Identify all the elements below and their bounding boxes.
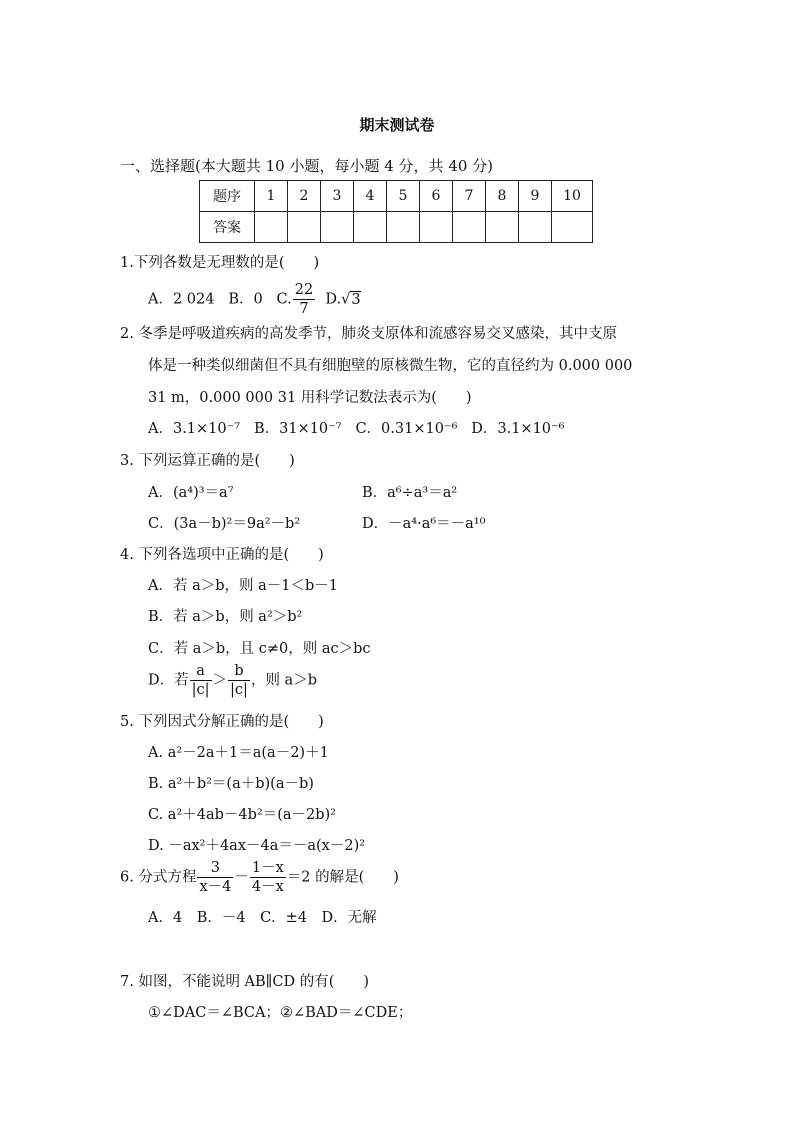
q4-fraction-1 [190,664,212,697]
q3-option-d: D．－a⁴·a⁶＝－a¹⁰ [362,516,486,532]
q3-option-b: B．a⁶÷a³＝a² [362,485,458,501]
q5-stem: 5. 下列因式分解正确的是( ) [120,714,324,730]
fraction-denominator: |c| [191,681,210,698]
fraction-denominator: x－4 [199,878,232,895]
answer-table-answer-row [200,212,593,243]
question-number-cell: 9 [519,181,552,212]
q5-option-a: A. a²－2a＋1＝a(a－2)＋1 [148,745,329,761]
answer-cell[interactable] [288,212,321,243]
q1-option-b: B．0 [228,291,263,308]
header-label-cell: 题序 [200,181,255,212]
answer-table [199,180,593,243]
q5-option-d: D. －ax²＋4ax－4a＝－a(x－2)² [148,838,366,854]
q2-line-3: 31 m，0.000 000 31 用科学记数法表示为( ) [148,390,472,406]
question-number-cell: 5 [387,181,420,212]
greater-than-sign: ＞ [212,672,228,689]
minus-sign: － [234,869,249,886]
answer-cell[interactable] [354,212,387,243]
q4-option-d [148,664,317,697]
q1-option-d-prefix: D. [325,291,342,308]
q4-option-a: A．若 a＞b，则 a－1＜b－1 [148,578,338,594]
q7-stem: 7. 如图，不能说明 AB∥CD 的有( ) [120,974,370,990]
q1-stem: 1.下列各数是无理数的是( ) [120,255,320,271]
question-number-cell: 6 [420,181,453,212]
q4-option-c: C．若 a＞b，且 c≠0，则 ac＞bc [148,641,371,657]
answer-cell[interactable] [321,212,354,243]
q1-option-a: A．2 024 [148,291,215,308]
answer-label-cell: 答案 [200,212,255,243]
fraction-numerator: a [190,664,212,681]
question-number-cell: 10 [552,181,593,212]
q2-option-a: A．3.1×10⁻⁷ [148,421,241,437]
answer-cell[interactable] [552,212,593,243]
answer-cell[interactable] [255,212,288,243]
q4-fraction-2 [228,664,250,697]
fraction-denominator: 7 [299,300,309,317]
q6-prefix: 6. 分式方程 [120,869,197,886]
page-title: 期末测试卷 [359,116,435,134]
answer-cell[interactable] [519,212,552,243]
q4-stem: 4. 下列各选项中正确的是( ) [120,547,324,563]
q4-option-d-suffix: ，则 a＞b [250,672,317,689]
q2-line-1: 2. 冬季是呼吸道疾病的高发季节，肺炎支原体和流感容易交叉感染，其中支原 [120,326,617,342]
q2-option-c: C．0.31×10⁻⁶ [355,421,458,437]
fraction-numerator: b [228,664,250,681]
answer-table-header-row [200,181,593,212]
q2-line-2: 体是一种类似细菌但不具有细胞壁的原核微生物，它的直径约为 0.000 000 [148,358,633,374]
answer-cell[interactable] [387,212,420,243]
q2-options [148,417,565,438]
q3-option-c: C．(3a－b)²＝9a²－b² [148,516,301,532]
answer-cell[interactable] [486,212,519,243]
question-number-cell: 3 [321,181,354,212]
q6-fraction-1 [197,861,233,894]
answer-cell[interactable] [453,212,486,243]
q1-options [148,283,361,316]
fraction-denominator: 4－x [251,878,284,895]
q1-option-c-prefix: C. [276,291,292,308]
question-number-cell: 8 [486,181,519,212]
q7-conditions: ①∠DAC＝∠BCA；②∠BAD＝∠CDE； [148,1005,413,1021]
q6-options: A．4 B．－4 C．±4 D．无解 [148,910,377,926]
fraction-numerator: 1－x [251,860,284,876]
q3-stem: 3. 下列运算正确的是( ) [120,453,295,469]
q6-suffix: ＝2 的解是( ) [286,869,399,886]
section-heading: 一、选择题(本大题共 10 小题，每小题 4 分，共 40 分) [120,157,494,175]
fraction-numerator: 22 [294,282,314,298]
question-number-cell: 2 [288,181,321,212]
q6-fraction-2 [250,861,286,894]
q2-option-d: D．3.1×10⁻⁶ [471,421,565,437]
q4-option-d-prefix: D．若 [148,672,189,689]
sqrt-radicand: 3 [351,291,361,308]
q5-option-c: C. a²＋4ab－4b²＝(a－2b)² [148,807,337,823]
q5-option-b: B. a²＋b²＝(a＋b)(a－b) [148,776,314,792]
fraction-numerator: 3 [197,861,233,878]
question-number-cell: 4 [354,181,387,212]
q6-stem [120,861,399,894]
question-number-cell: 7 [453,181,486,212]
sqrt-icon: √ [341,291,351,308]
answer-cell[interactable] [420,212,453,243]
q3-option-a: A．(a⁴)³＝a⁷ [148,485,234,501]
q4-option-b: B．若 a＞b，则 a²＞b² [148,609,303,625]
q2-option-b: B．31×10⁻⁷ [253,421,342,437]
fraction-denominator: |c| [230,681,248,698]
q1-option-c-fraction [293,283,315,316]
question-number-cell: 1 [255,181,288,212]
